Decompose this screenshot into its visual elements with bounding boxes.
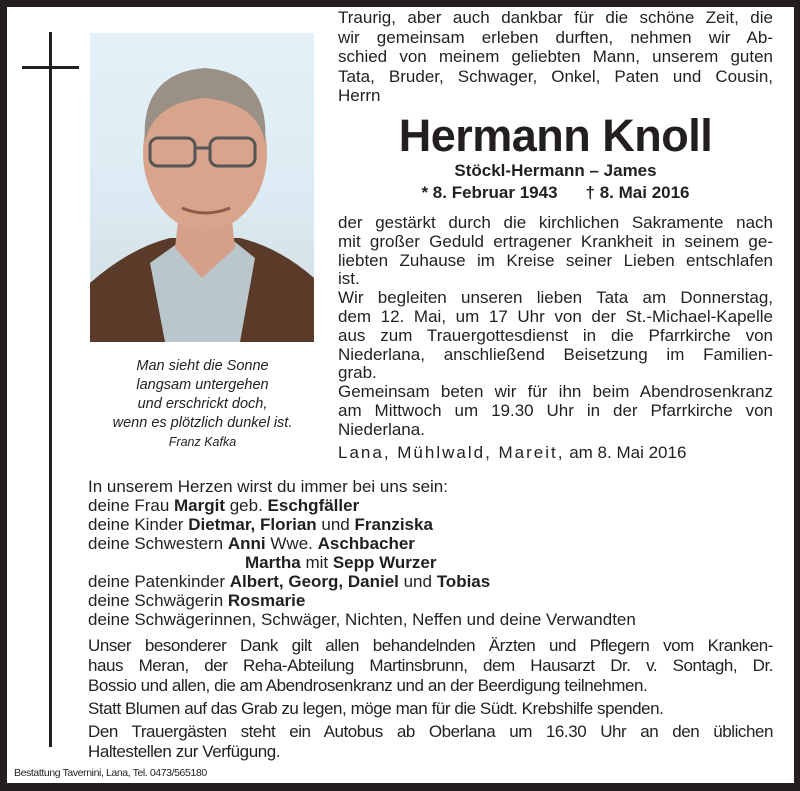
label: geb.: [225, 496, 268, 515]
name: Rosmarie: [227, 591, 306, 610]
label: deine Schwägerin: [88, 591, 228, 610]
name: Albert, Georg, Daniel: [229, 572, 399, 591]
label: mit: [300, 553, 333, 572]
intro-text: [338, 8, 773, 106]
name: Eschgfäller: [267, 496, 360, 515]
quote-line: wenn es plötzlich dunkel ist.: [112, 415, 293, 431]
body-line: ist.: [338, 269, 360, 289]
portrait-photo: [90, 33, 314, 342]
thanks-line: Bossio und allen, die am Abendrosenkranz und an der Beerdigung teilnehmen.: [88, 676, 648, 695]
label: deine Patenkinder: [88, 572, 230, 591]
family-list: [88, 477, 636, 629]
body-line: der gestärkt durch die kirchlichen Sakramente nach: [338, 213, 773, 232]
life-dates: [338, 182, 773, 203]
intro-line: schied von meinem geliebten Mann, unserem guten: [338, 47, 773, 66]
body-line: mit großer Geduld ertragener Krankheit in seinem ge-: [338, 231, 773, 251]
label: deine Schwestern: [88, 534, 228, 553]
date: am 8. Mai 2016: [569, 443, 687, 462]
family-wife: [88, 496, 636, 515]
name: Anni: [227, 534, 266, 553]
quote-line: und erschrickt doch,: [137, 396, 268, 412]
cross-icon-horizontal: [22, 66, 79, 69]
label: und: [398, 572, 437, 591]
label: Wwe.: [265, 534, 318, 553]
body-line: am Mittwoch um 19.30 Uhr in der Pfarrkirche von: [338, 400, 773, 420]
body-line: liebten Zuhause im Kreise seiner Lieben entschlafen: [338, 250, 773, 270]
family-intro: In unserem Herzen wirst du immer bei uns sein:: [88, 477, 448, 496]
flowers-text: [88, 699, 773, 719]
name: Dietmar, Florian: [188, 515, 317, 534]
intro-line: Herrn: [338, 86, 381, 105]
flowers-line: Statt Blumen auf das Grab zu legen, möge man für die Südt. Krebshilfe spenden.: [88, 699, 664, 718]
bus-line: Den Trauergästen steht ein Autobus ab Oberlana um 16.30 Uhr an den üblichen: [88, 722, 773, 741]
death-date: † 8. Mai 2016: [585, 183, 690, 202]
name: Sepp Wurzer: [332, 553, 437, 572]
label: deine Kinder: [88, 515, 189, 534]
body-line: dem 12. Mai, um 17 Uhr von der St.-Michael-Kapelle: [338, 306, 773, 326]
name: Martha: [245, 553, 301, 572]
family-sister-in-law: [88, 591, 636, 610]
body-line: Niederlana.: [338, 419, 425, 439]
place-and-date: [338, 442, 686, 463]
quote-line: Man sieht die Sonne: [136, 358, 269, 374]
quote-line: langsam untergehen: [136, 377, 269, 393]
family-sisters-2: [88, 553, 636, 572]
name: Margit: [174, 496, 225, 515]
nickname: Stöckl-Hermann – James: [454, 161, 657, 180]
body-line: Niederlana, anschließend Beisetzung im Familien-: [338, 344, 773, 364]
body-line: Wir begleiten unseren lieben Tata am Donnerstag,: [338, 288, 773, 308]
label: und: [316, 515, 355, 534]
family-children: [88, 515, 636, 534]
thanks-line: haus Meran, der Reha-Abteilung Martinsbrunn, dem Hausarzt Dr. v. Sontagh, Dr.: [88, 656, 773, 675]
family-others: deine Schwägerinnen, Schwäger, Nichten, Neffen und deine Verwandten: [88, 610, 636, 629]
thanks-text: [88, 636, 773, 696]
name: Tobias: [436, 572, 491, 591]
quote: [95, 357, 310, 451]
label: deine Frau: [88, 496, 174, 515]
quote-author: Franz Kafka: [168, 435, 237, 449]
name: Franziska: [354, 515, 433, 534]
place: Lana, Mühlwald, Mareit,: [338, 443, 565, 462]
body-text: [338, 214, 773, 440]
birth-date: * 8. Februar 1943: [421, 183, 558, 202]
cross-icon-vertical: [49, 32, 52, 747]
body-line: Gemeinsam beten wir für ihn beim Abendrosenkranz: [338, 382, 773, 402]
family-godchildren: [88, 572, 636, 591]
thanks-line: Unser besonderer Dank gilt allen behandelnden Ärzten und Pflegern vom Kranken-: [88, 636, 773, 655]
body-line: aus zum Trauergottesdienst in die Pfarrkirche von: [338, 325, 773, 345]
intro-line: Traurig, aber auch dankbar für die schöne Zeit, die: [338, 8, 773, 27]
bus-text: [88, 722, 773, 762]
bus-line: Haltestellen zur Verfügung.: [88, 742, 280, 761]
name: Aschbacher: [317, 534, 415, 553]
deceased-name: Hermann Knoll: [398, 110, 713, 161]
portrait-illustration: [90, 33, 314, 342]
body-line: grab.: [338, 363, 377, 383]
family-sisters: [88, 534, 636, 553]
intro-line: wir gemeinsam erleben durften, nehmen wir Ab-: [338, 27, 773, 47]
funeral-home-footer: Bestattung Tavernini, Lana, Tel. 0473/565180: [14, 767, 207, 779]
intro-line: Tata, Bruder, Schwager, Onkel, Paten und Cousin,: [338, 66, 773, 86]
